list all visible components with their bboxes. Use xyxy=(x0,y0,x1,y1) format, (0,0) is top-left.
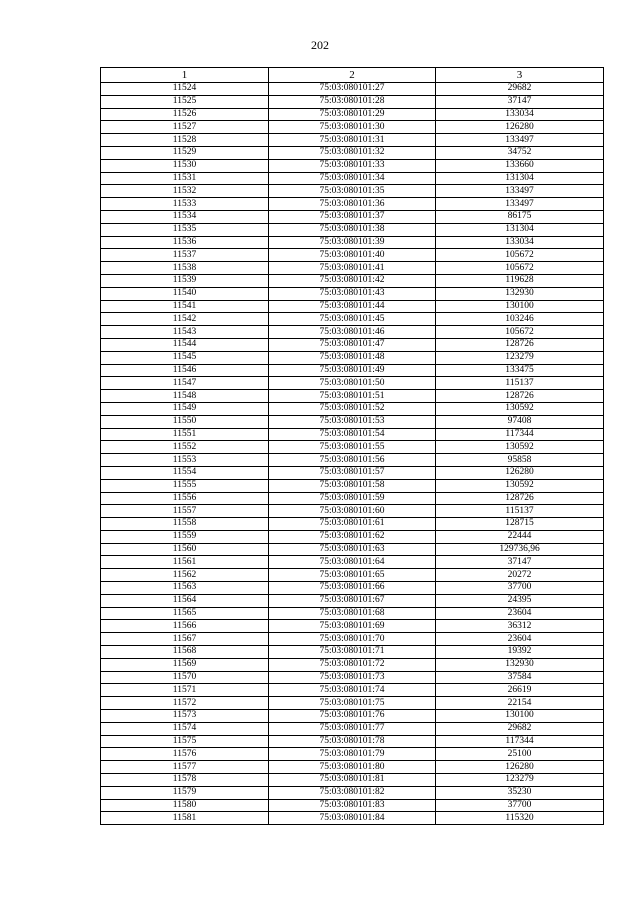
table-row xyxy=(101,492,604,505)
value-cell: 115137 xyxy=(436,377,604,390)
table-row xyxy=(101,556,604,569)
table-row xyxy=(101,646,604,659)
row-number-cell: 11580 xyxy=(101,799,269,812)
table-row xyxy=(101,172,604,185)
value-cell: 133034 xyxy=(436,236,604,249)
cadastral-number-cell: 75:03:080101:54 xyxy=(269,428,436,441)
row-number-cell: 11557 xyxy=(101,505,269,518)
table-row xyxy=(101,594,604,607)
row-number-cell: 11566 xyxy=(101,620,269,633)
cadastral-number-cell: 75:03:080101:53 xyxy=(269,415,436,428)
cadastral-number-cell: 75:03:080101:79 xyxy=(269,748,436,761)
cadastral-number-cell: 75:03:080101:33 xyxy=(269,159,436,172)
table-row xyxy=(101,543,604,556)
row-number-cell: 11548 xyxy=(101,390,269,403)
cadastral-number-cell: 75:03:080101:36 xyxy=(269,198,436,211)
row-number-cell: 11536 xyxy=(101,236,269,249)
table-row xyxy=(101,83,604,96)
row-number-cell: 11575 xyxy=(101,735,269,748)
row-number-cell: 11552 xyxy=(101,441,269,454)
table-row xyxy=(101,185,604,198)
value-cell: 105672 xyxy=(436,326,604,339)
value-cell: 130592 xyxy=(436,479,604,492)
cadastral-number-cell: 75:03:080101:51 xyxy=(269,390,436,403)
row-number-cell: 11577 xyxy=(101,761,269,774)
cadastral-number-cell: 75:03:080101:72 xyxy=(269,658,436,671)
row-number-cell: 11544 xyxy=(101,338,269,351)
table-row xyxy=(101,658,604,671)
row-number-cell: 11540 xyxy=(101,287,269,300)
row-number-cell: 11528 xyxy=(101,134,269,147)
cadastral-number-cell: 75:03:080101:61 xyxy=(269,518,436,531)
row-number-cell: 11574 xyxy=(101,722,269,735)
table-row xyxy=(101,697,604,710)
table-row xyxy=(101,684,604,697)
value-cell: 123279 xyxy=(436,351,604,364)
table-row xyxy=(101,351,604,364)
table-row xyxy=(101,95,604,108)
cadastral-number-cell: 75:03:080101:42 xyxy=(269,274,436,287)
row-number-cell: 11526 xyxy=(101,108,269,121)
cadastral-number-cell: 75:03:080101:62 xyxy=(269,530,436,543)
table-row xyxy=(101,786,604,799)
cadastral-number-cell: 75:03:080101:56 xyxy=(269,454,436,467)
row-number-cell: 11538 xyxy=(101,262,269,275)
column-header-1: 1 xyxy=(101,68,269,83)
row-number-cell: 11564 xyxy=(101,594,269,607)
value-cell: 130100 xyxy=(436,300,604,313)
value-cell: 133475 xyxy=(436,364,604,377)
value-cell: 133497 xyxy=(436,134,604,147)
value-cell: 95858 xyxy=(436,454,604,467)
row-number-cell: 11571 xyxy=(101,684,269,697)
table-row xyxy=(101,530,604,543)
table-row xyxy=(101,633,604,646)
value-cell: 117344 xyxy=(436,428,604,441)
row-number-cell: 11570 xyxy=(101,671,269,684)
row-number-cell: 11550 xyxy=(101,415,269,428)
row-number-cell: 11554 xyxy=(101,466,269,479)
table-row xyxy=(101,210,604,223)
table-row xyxy=(101,287,604,300)
row-number-cell: 11555 xyxy=(101,479,269,492)
row-number-cell: 11524 xyxy=(101,83,269,96)
value-cell: 37700 xyxy=(436,582,604,595)
value-cell: 20272 xyxy=(436,569,604,582)
value-cell: 115137 xyxy=(436,505,604,518)
cadastral-number-cell: 75:03:080101:57 xyxy=(269,466,436,479)
table-row xyxy=(101,134,604,147)
cadastral-number-cell: 75:03:080101:67 xyxy=(269,594,436,607)
value-cell: 133034 xyxy=(436,108,604,121)
cadastral-number-cell: 75:03:080101:50 xyxy=(269,377,436,390)
row-number-cell: 11567 xyxy=(101,633,269,646)
table-row xyxy=(101,402,604,415)
value-cell: 24395 xyxy=(436,594,604,607)
cadastral-number-cell: 75:03:080101:59 xyxy=(269,492,436,505)
row-number-cell: 11537 xyxy=(101,249,269,262)
table-row xyxy=(101,761,604,774)
value-cell: 128715 xyxy=(436,518,604,531)
cadastral-number-cell: 75:03:080101:35 xyxy=(269,185,436,198)
row-number-cell: 11542 xyxy=(101,313,269,326)
table-row xyxy=(101,441,604,454)
table-row xyxy=(101,313,604,326)
value-cell: 126280 xyxy=(436,121,604,134)
table-row xyxy=(101,198,604,211)
cadastral-number-cell: 75:03:080101:41 xyxy=(269,262,436,275)
row-number-cell: 11531 xyxy=(101,172,269,185)
cadastral-number-cell: 75:03:080101:76 xyxy=(269,710,436,723)
table-row xyxy=(101,454,604,467)
row-number-cell: 11581 xyxy=(101,812,269,825)
table-row xyxy=(101,159,604,172)
cadastral-number-cell: 75:03:080101:82 xyxy=(269,786,436,799)
row-number-cell: 11563 xyxy=(101,582,269,595)
table-row xyxy=(101,326,604,339)
table-row xyxy=(101,710,604,723)
table-row xyxy=(101,505,604,518)
row-number-cell: 11535 xyxy=(101,223,269,236)
table-row xyxy=(101,774,604,787)
row-number-cell: 11530 xyxy=(101,159,269,172)
cadastral-number-cell: 75:03:080101:66 xyxy=(269,582,436,595)
value-cell: 130592 xyxy=(436,441,604,454)
cadastral-number-cell: 75:03:080101:77 xyxy=(269,722,436,735)
row-number-cell: 11529 xyxy=(101,146,269,159)
cadastral-number-cell: 75:03:080101:29 xyxy=(269,108,436,121)
cadastral-number-cell: 75:03:080101:70 xyxy=(269,633,436,646)
cadastral-number-cell: 75:03:080101:55 xyxy=(269,441,436,454)
value-cell: 128726 xyxy=(436,390,604,403)
cadastral-number-cell: 75:03:080101:64 xyxy=(269,556,436,569)
value-cell: 105672 xyxy=(436,249,604,262)
value-cell: 19392 xyxy=(436,646,604,659)
cadastral-number-cell: 75:03:080101:39 xyxy=(269,236,436,249)
table-row xyxy=(101,607,604,620)
value-cell: 37700 xyxy=(436,799,604,812)
value-cell: 126280 xyxy=(436,466,604,479)
cadastral-number-cell: 75:03:080101:83 xyxy=(269,799,436,812)
cadastral-number-cell: 75:03:080101:63 xyxy=(269,543,436,556)
row-number-cell: 11562 xyxy=(101,569,269,582)
cadastral-number-cell: 75:03:080101:37 xyxy=(269,210,436,223)
cadastral-number-cell: 75:03:080101:52 xyxy=(269,402,436,415)
value-cell: 37584 xyxy=(436,671,604,684)
table-row xyxy=(101,377,604,390)
row-number-cell: 11568 xyxy=(101,646,269,659)
value-cell: 23604 xyxy=(436,607,604,620)
value-cell: 29682 xyxy=(436,722,604,735)
value-cell: 131304 xyxy=(436,223,604,236)
cadastral-number-cell: 75:03:080101:65 xyxy=(269,569,436,582)
table-row xyxy=(101,262,604,275)
table-header xyxy=(101,68,604,83)
value-cell: 35230 xyxy=(436,786,604,799)
value-cell: 130100 xyxy=(436,710,604,723)
value-cell: 97408 xyxy=(436,415,604,428)
row-number-cell: 11569 xyxy=(101,658,269,671)
cadastral-number-cell: 75:03:080101:44 xyxy=(269,300,436,313)
row-number-cell: 11558 xyxy=(101,518,269,531)
table-row xyxy=(101,479,604,492)
value-cell: 119628 xyxy=(436,274,604,287)
value-cell: 86175 xyxy=(436,210,604,223)
value-cell: 133497 xyxy=(436,185,604,198)
table-row xyxy=(101,274,604,287)
value-cell: 29682 xyxy=(436,83,604,96)
value-cell: 131304 xyxy=(436,172,604,185)
cadastral-number-cell: 75:03:080101:30 xyxy=(269,121,436,134)
cadastral-number-cell: 75:03:080101:40 xyxy=(269,249,436,262)
row-number-cell: 11539 xyxy=(101,274,269,287)
row-number-cell: 11565 xyxy=(101,607,269,620)
table-row xyxy=(101,735,604,748)
value-cell: 36312 xyxy=(436,620,604,633)
cadastral-number-cell: 75:03:080101:84 xyxy=(269,812,436,825)
table-row xyxy=(101,518,604,531)
table-body xyxy=(101,83,604,825)
row-number-cell: 11549 xyxy=(101,402,269,415)
table-row xyxy=(101,223,604,236)
table-row xyxy=(101,338,604,351)
value-cell: 117344 xyxy=(436,735,604,748)
table-row xyxy=(101,300,604,313)
cadastral-number-cell: 75:03:080101:78 xyxy=(269,735,436,748)
cadastral-number-cell: 75:03:080101:60 xyxy=(269,505,436,518)
row-number-cell: 11553 xyxy=(101,454,269,467)
table-row xyxy=(101,236,604,249)
header-row xyxy=(101,68,604,83)
table-row xyxy=(101,364,604,377)
value-cell: 34752 xyxy=(436,146,604,159)
table-row xyxy=(101,428,604,441)
row-number-cell: 11541 xyxy=(101,300,269,313)
table-row xyxy=(101,249,604,262)
table-row xyxy=(101,569,604,582)
value-cell: 22444 xyxy=(436,530,604,543)
cadastral-number-cell: 75:03:080101:34 xyxy=(269,172,436,185)
value-cell: 37147 xyxy=(436,556,604,569)
value-cell: 133497 xyxy=(436,198,604,211)
cadastral-number-cell: 75:03:080101:81 xyxy=(269,774,436,787)
row-number-cell: 11576 xyxy=(101,748,269,761)
row-number-cell: 11546 xyxy=(101,364,269,377)
column-header-2: 2 xyxy=(269,68,436,83)
cadastral-number-cell: 75:03:080101:74 xyxy=(269,684,436,697)
cadastral-number-cell: 75:03:080101:73 xyxy=(269,671,436,684)
row-number-cell: 11559 xyxy=(101,530,269,543)
row-number-cell: 11533 xyxy=(101,198,269,211)
cadastral-number-cell: 75:03:080101:43 xyxy=(269,287,436,300)
row-number-cell: 11547 xyxy=(101,377,269,390)
cadastral-number-cell: 75:03:080101:32 xyxy=(269,146,436,159)
cadastral-number-cell: 75:03:080101:49 xyxy=(269,364,436,377)
cadastral-number-cell: 75:03:080101:28 xyxy=(269,95,436,108)
value-cell: 105672 xyxy=(436,262,604,275)
row-number-cell: 11579 xyxy=(101,786,269,799)
value-cell: 129736,96 xyxy=(436,543,604,556)
row-number-cell: 11543 xyxy=(101,326,269,339)
row-number-cell: 11573 xyxy=(101,710,269,723)
value-cell: 115320 xyxy=(436,812,604,825)
value-cell: 26619 xyxy=(436,684,604,697)
table-row xyxy=(101,582,604,595)
row-number-cell: 11578 xyxy=(101,774,269,787)
value-cell: 132930 xyxy=(436,658,604,671)
table-row xyxy=(101,146,604,159)
cadastral-number-cell: 75:03:080101:75 xyxy=(269,697,436,710)
cadastral-number-cell: 75:03:080101:46 xyxy=(269,326,436,339)
row-number-cell: 11560 xyxy=(101,543,269,556)
cadastral-number-cell: 75:03:080101:80 xyxy=(269,761,436,774)
cadastral-number-cell: 75:03:080101:45 xyxy=(269,313,436,326)
value-cell: 126280 xyxy=(436,761,604,774)
row-number-cell: 11532 xyxy=(101,185,269,198)
row-number-cell: 11525 xyxy=(101,95,269,108)
cadastral-number-cell: 75:03:080101:38 xyxy=(269,223,436,236)
table-row xyxy=(101,466,604,479)
value-cell: 22154 xyxy=(436,697,604,710)
table-row xyxy=(101,620,604,633)
value-cell: 132930 xyxy=(436,287,604,300)
table-row xyxy=(101,121,604,134)
row-number-cell: 11572 xyxy=(101,697,269,710)
table-row xyxy=(101,748,604,761)
table-row xyxy=(101,812,604,825)
value-cell: 123279 xyxy=(436,774,604,787)
page-number: 202 xyxy=(311,38,329,52)
value-cell: 128726 xyxy=(436,492,604,505)
row-number-cell: 11561 xyxy=(101,556,269,569)
cadastral-number-cell: 75:03:080101:69 xyxy=(269,620,436,633)
cadastral-number-cell: 75:03:080101:58 xyxy=(269,479,436,492)
value-cell: 103246 xyxy=(436,313,604,326)
table-row xyxy=(101,799,604,812)
cadastral-number-cell: 75:03:080101:27 xyxy=(269,83,436,96)
cadastral-number-cell: 75:03:080101:68 xyxy=(269,607,436,620)
cadastral-number-cell: 75:03:080101:71 xyxy=(269,646,436,659)
row-number-cell: 11545 xyxy=(101,351,269,364)
table-row xyxy=(101,671,604,684)
data-table xyxy=(100,67,604,825)
value-cell: 23604 xyxy=(436,633,604,646)
value-cell: 37147 xyxy=(436,95,604,108)
cadastral-number-cell: 75:03:080101:31 xyxy=(269,134,436,147)
table-row xyxy=(101,390,604,403)
cadastral-number-cell: 75:03:080101:47 xyxy=(269,338,436,351)
value-cell: 130592 xyxy=(436,402,604,415)
row-number-cell: 11534 xyxy=(101,210,269,223)
row-number-cell: 11527 xyxy=(101,121,269,134)
value-cell: 133660 xyxy=(436,159,604,172)
table-row xyxy=(101,415,604,428)
table-row xyxy=(101,108,604,121)
column-header-3: 3 xyxy=(436,68,604,83)
value-cell: 128726 xyxy=(436,338,604,351)
row-number-cell: 11551 xyxy=(101,428,269,441)
cadastral-number-cell: 75:03:080101:48 xyxy=(269,351,436,364)
value-cell: 25100 xyxy=(436,748,604,761)
table-row xyxy=(101,722,604,735)
row-number-cell: 11556 xyxy=(101,492,269,505)
